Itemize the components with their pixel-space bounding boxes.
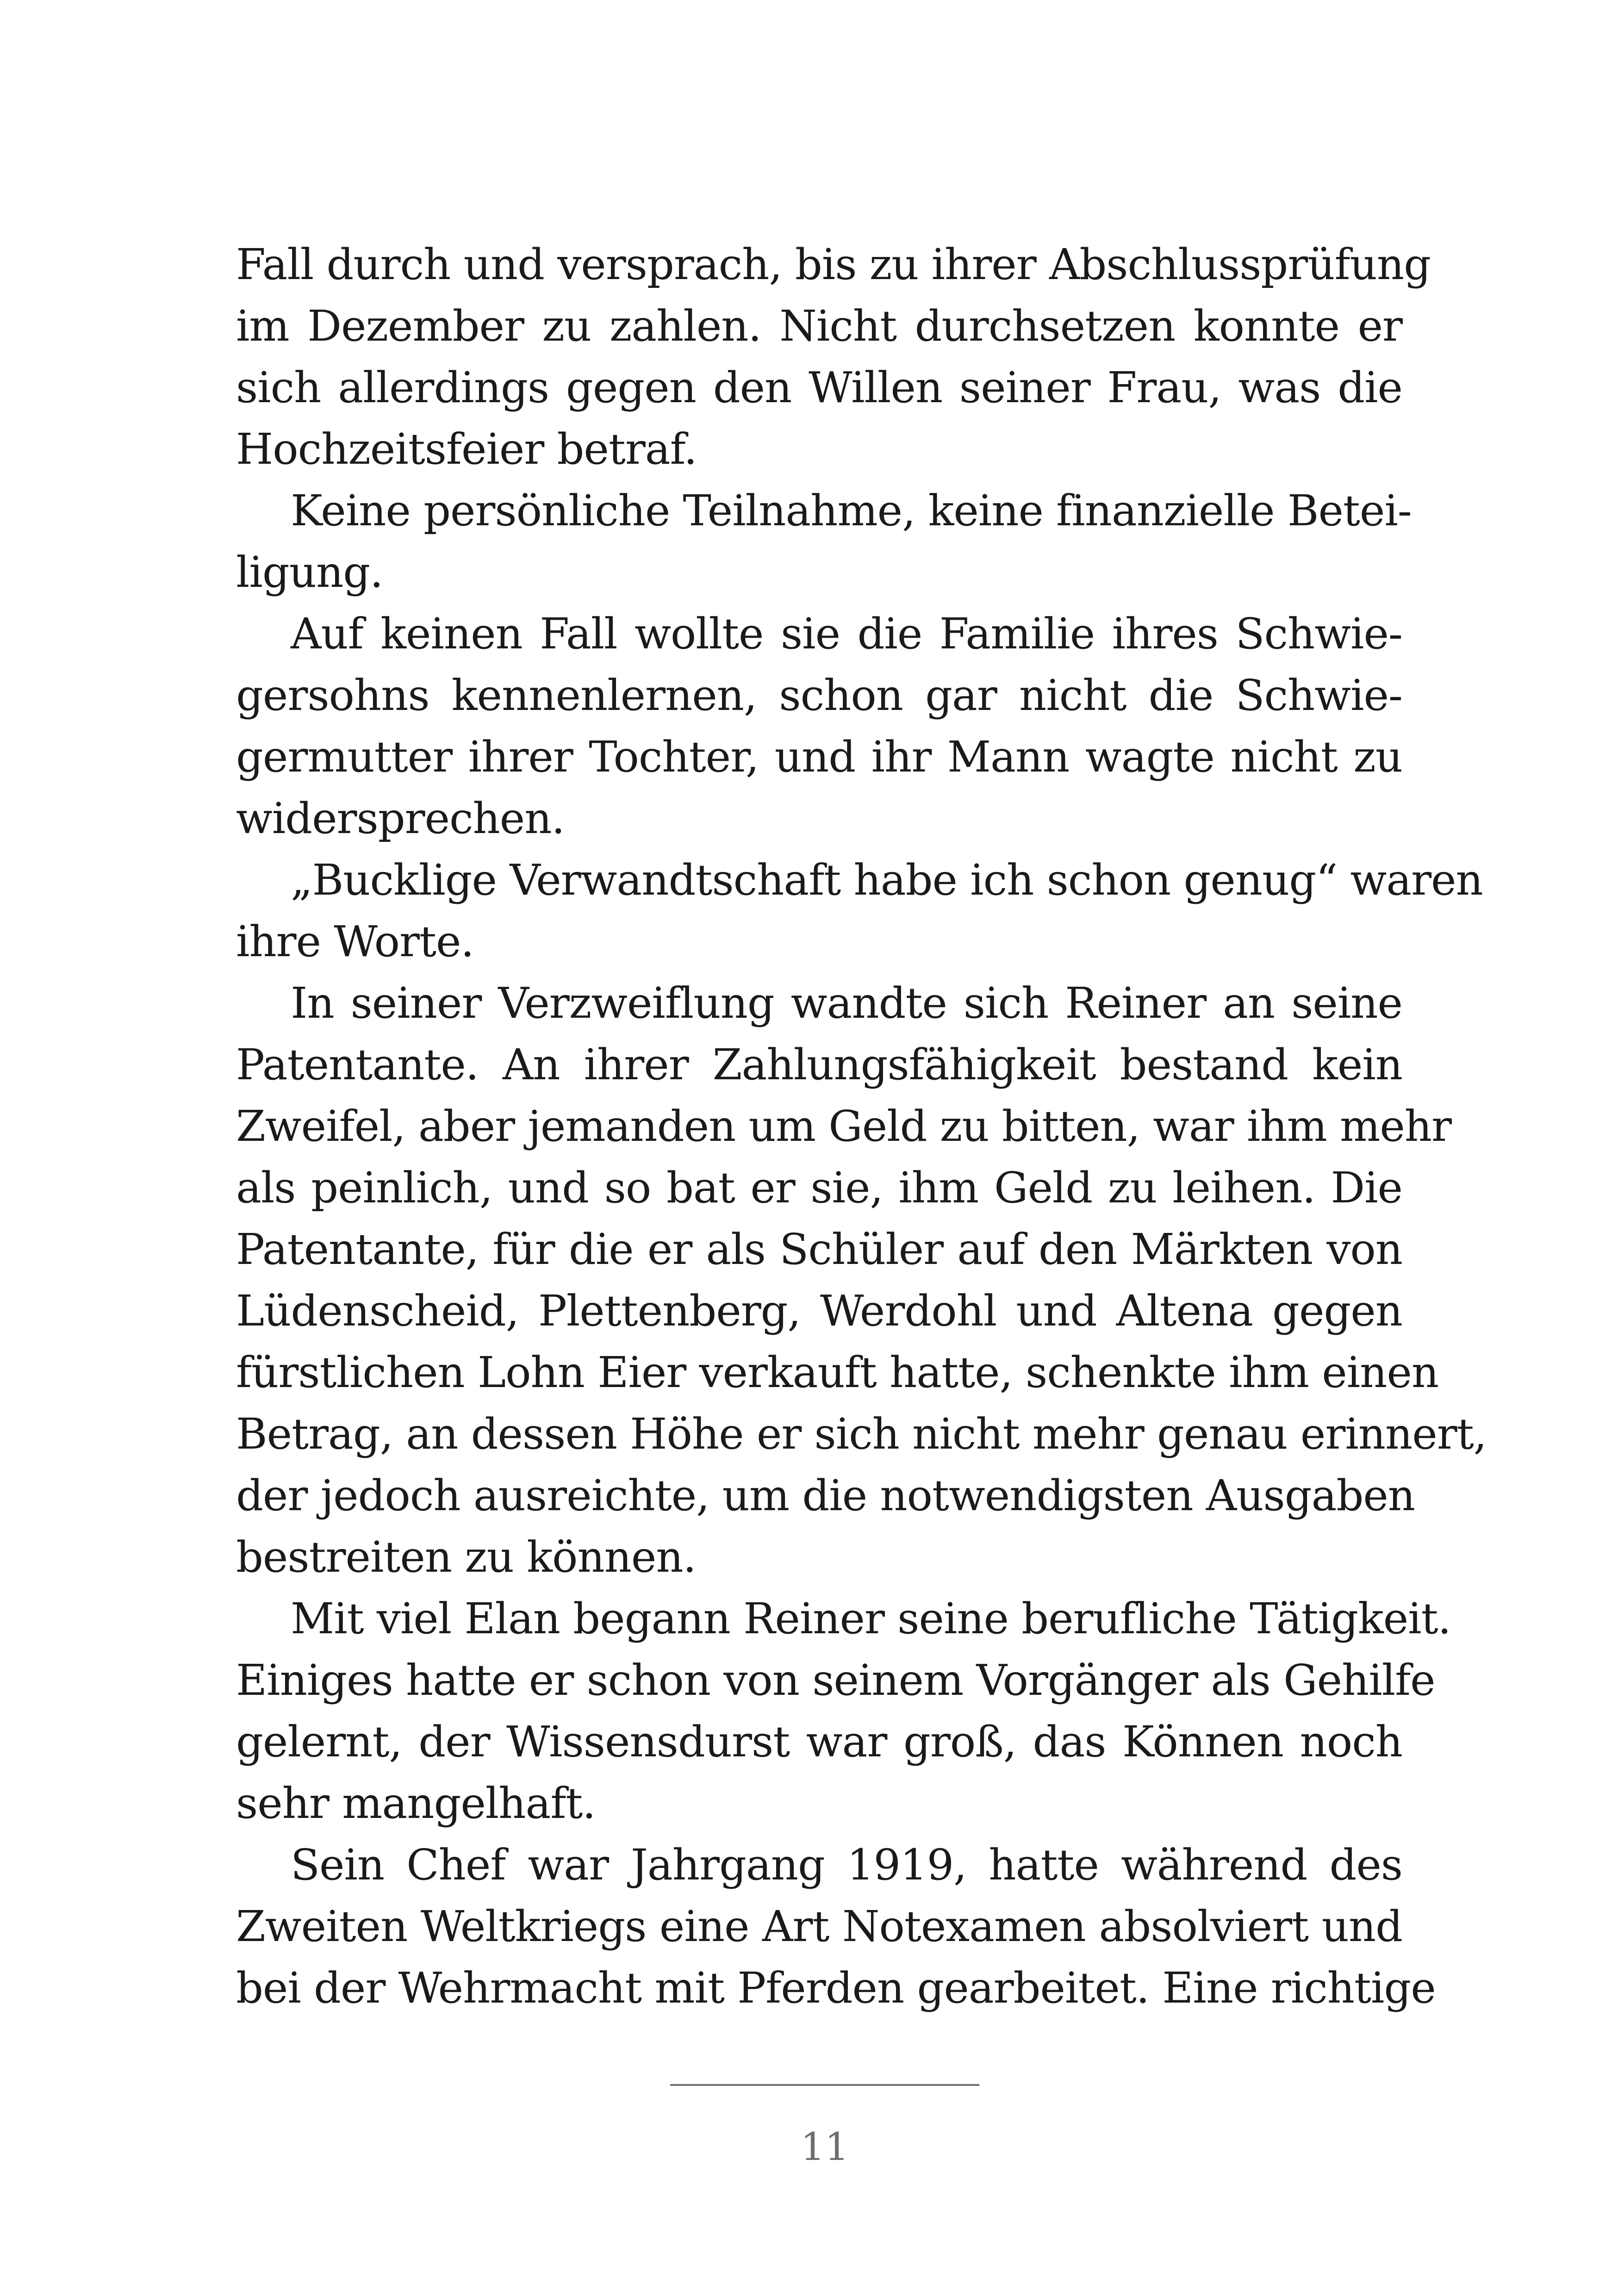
text-line: ligung.: [236, 548, 383, 597]
text-line: Einiges hatte er schon von seinem Vorgänger als Gehilfe: [236, 1655, 1435, 1705]
text-line: germutter ihrer Tochter, und ihr Mann wagte nicht zu: [236, 732, 1402, 782]
text-line: sehr mangelhaft.: [236, 1779, 596, 1828]
text-line: Betrag, an dessen Höhe er sich nicht mehr genau erinnert,: [236, 1409, 1487, 1459]
text-line: widersprechen.: [236, 794, 565, 843]
text-line: Keine persönliche Teilnahme, keine finanzielle Betei-: [291, 486, 1412, 535]
footer-divider: [670, 2084, 979, 2086]
text-line: Patentante, für die er als Schüler auf den Märkten von: [236, 1225, 1402, 1274]
text-line: Mit viel Elan begann Reiner seine berufliche Tätigkeit.: [291, 1594, 1451, 1643]
text-line: im Dezember zu zahlen. Nicht durchsetzen konnte er: [236, 301, 1402, 351]
text-line: ihre Worte.: [236, 917, 474, 966]
text-line: gersohns kennenlernen, schon gar nicht die Schwie-: [236, 671, 1402, 720]
text-line: Lüdenscheid, Plettenberg, Werdohl und Altena gegen: [236, 1286, 1402, 1336]
text-line: sich allerdings gegen den Willen seiner Frau, was die: [236, 363, 1402, 412]
text-line: der jedoch ausreichte, um die notwendigsten Ausgaben: [236, 1471, 1415, 1520]
text-line: bei der Wehrmacht mit Pferden gearbeitet. Eine richtige: [236, 1963, 1436, 2013]
text-line: Zweifel, aber jemanden um Geld zu bitten, war ihm mehr: [236, 1101, 1452, 1151]
page-number: 11: [800, 2125, 849, 2169]
text-line: gelernt, der Wissensdurst war groß, das Können noch: [236, 1717, 1402, 1767]
text-line: In seiner Verzweiflung wandte sich Reiner an seine: [291, 978, 1402, 1028]
text-line: als peinlich, und so bat er sie, ihm Geld zu leihen. Die: [236, 1163, 1402, 1213]
body-text: [236, 234, 1487, 2019]
text-line: Zweiten Weltkriegs eine Art Notexamen absolviert und: [236, 1902, 1402, 1951]
text-line: Sein Chef war Jahrgang 1919, hatte während des: [291, 1840, 1402, 1890]
text-line: Patentante. An ihrer Zahlungsfähigkeit bestand kein: [236, 1040, 1402, 1089]
text-line: bestreiten zu können.: [236, 1532, 696, 1582]
text-line: Auf keinen Fall wollte sie die Familie ihres Schwie-: [291, 609, 1402, 659]
text-line: fürstlichen Lohn Eier verkauft hatte, schenkte ihm einen: [236, 1348, 1439, 1397]
text-line: Fall durch und versprach, bis zu ihrer Abschlussprüfung: [236, 240, 1431, 289]
text-line: Hochzeitsfeier betraf.: [236, 424, 697, 474]
text-line: „Bucklige Verwandtschaft habe ich schon genug“ waren: [291, 855, 1483, 905]
